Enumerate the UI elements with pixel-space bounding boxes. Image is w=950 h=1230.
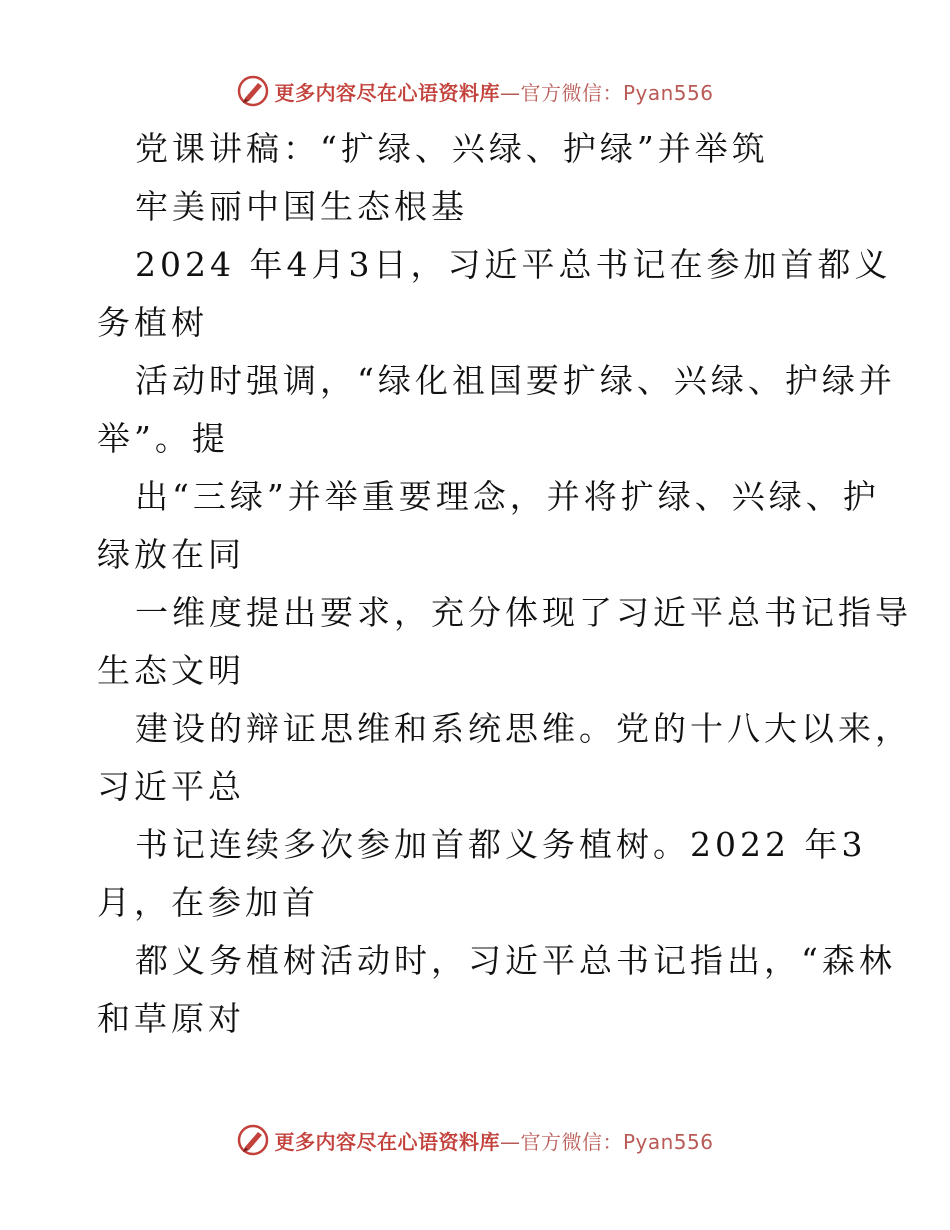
doc-line: 生态文明 xyxy=(97,651,245,690)
document-body xyxy=(97,120,912,1048)
doc-line: 牢美丽中国生态根基 xyxy=(135,187,468,226)
header-banner xyxy=(0,71,950,111)
doc-line: 绿放在同 xyxy=(97,535,245,574)
doc-line: 2024 年4月3日，习近平总书记在参加首都义 xyxy=(135,245,892,284)
pen-logo-icon xyxy=(236,1123,270,1157)
banner-text xyxy=(274,77,713,106)
doc-line: 党课讲稿：“扩绿、兴绿、护绿”并举筑 xyxy=(135,129,769,168)
doc-line: 出“三绿”并举重要理念，并将扩绿、兴绿、护 xyxy=(135,477,880,516)
doc-line: 书记连续多次参加首都义务植树。2022 年3 xyxy=(135,825,867,864)
doc-line: 活动时强调，“绿化祖国要扩绿、兴绿、护绿并 xyxy=(135,361,896,400)
doc-line: 务植树 xyxy=(97,303,208,342)
banner-separator: — xyxy=(499,80,521,105)
banner-main-text: 更多内容尽在心语资料库 xyxy=(274,1129,500,1154)
doc-line: 习近平总 xyxy=(97,767,245,806)
doc-line: 建设的辩证思维和系统思维。党的十八大以来， xyxy=(135,709,912,748)
banner-main-text: 更多内容尽在心语资料库 xyxy=(274,80,500,105)
banner-contact-text: 官方微信：Pyan556 xyxy=(520,1129,714,1154)
banner-text xyxy=(274,1126,713,1155)
footer-banner xyxy=(0,1120,950,1160)
doc-line: 和草原对 xyxy=(97,999,245,1038)
doc-line: 都义务植树活动时，习近平总书记指出，“森林 xyxy=(135,941,896,980)
doc-line: 一维度提出要求，充分体现了习近平总书记指导 xyxy=(135,593,912,632)
doc-line: 月，在参加首 xyxy=(97,883,319,922)
doc-line: 举”。提 xyxy=(97,419,229,458)
pen-logo-icon xyxy=(236,74,270,108)
banner-separator: — xyxy=(499,1129,521,1154)
banner-contact-text: 官方微信：Pyan556 xyxy=(520,80,714,105)
